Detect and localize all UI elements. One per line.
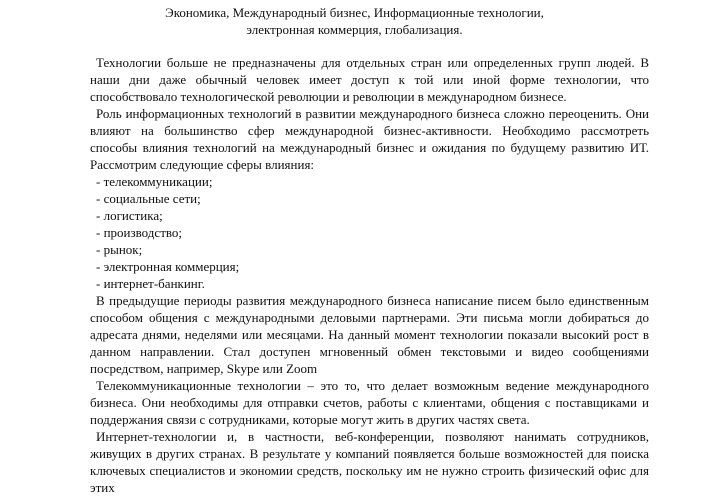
paragraph: Телекоммуникационные технологии – это то, что делает возможным ведение международного бизнеса. Они необходимы для отправки счетов, работы с клиентами, общения с поставщиками и поддержания связи с сотрудниками, которые могут жить в других частях света. [90, 378, 649, 427]
paragraph: Роль информационных технологий в развитии международного бизнеса сложно переоценить. Они влияют на большинство сфер международной бизнес-активности. Необходимо рассмотреть способы влияния технологий на международный бизнес и ожидания по будущему развитию ИТ. Рассмотрим следующие сферы влияния: [90, 106, 649, 172]
paragraph: Интернет-технологии и, в частности, веб-конференции, позволяют нанимать сотрудников, живущих в других странах. В результате у компаний появляется больше возможностей для поиска ключевых специалистов и экономии средств, поскольку им не нужно строить физический офис для этих [90, 429, 649, 495]
list-item: - телекоммуникации; [96, 174, 213, 189]
list-item: - социальные сети; [96, 191, 201, 206]
list-item: - электронная коммерция; [96, 259, 240, 274]
paragraph: Технологии больше не предназначены для отдельных стран или определенных групп людей. В наши дни даже обычный человек имеет доступ к той или иной форме технологии, что способствовало технологической революции и революции в международном бизнесе. [90, 55, 649, 104]
keywords-line-1: Экономика, Международный бизнес, Информационные технологии, [165, 5, 544, 20]
paragraph: В предыдущие периоды развития международного бизнеса написание писем было единственным способом общения с международными деловыми партнерами. Эти письма могли добираться до адресата днями, неделями или месяцами. На данный момент технологии показали высокий рост в данном направлении. Стал доступен мгновенный обмен текстовыми и видео сообщениями посредством, например, Skype или Zoom [90, 293, 649, 376]
keywords-block [90, 4, 619, 38]
list-item: - интернет-банкинг. [96, 276, 205, 291]
list-item: - логистика; [96, 208, 163, 223]
document-body [90, 54, 649, 496]
keywords-line-2: электронная коммерция, глобализация. [246, 22, 463, 37]
list-item: - рынок; [96, 242, 143, 257]
impact-areas-list [90, 173, 649, 292]
list-item: - производство; [96, 225, 183, 240]
